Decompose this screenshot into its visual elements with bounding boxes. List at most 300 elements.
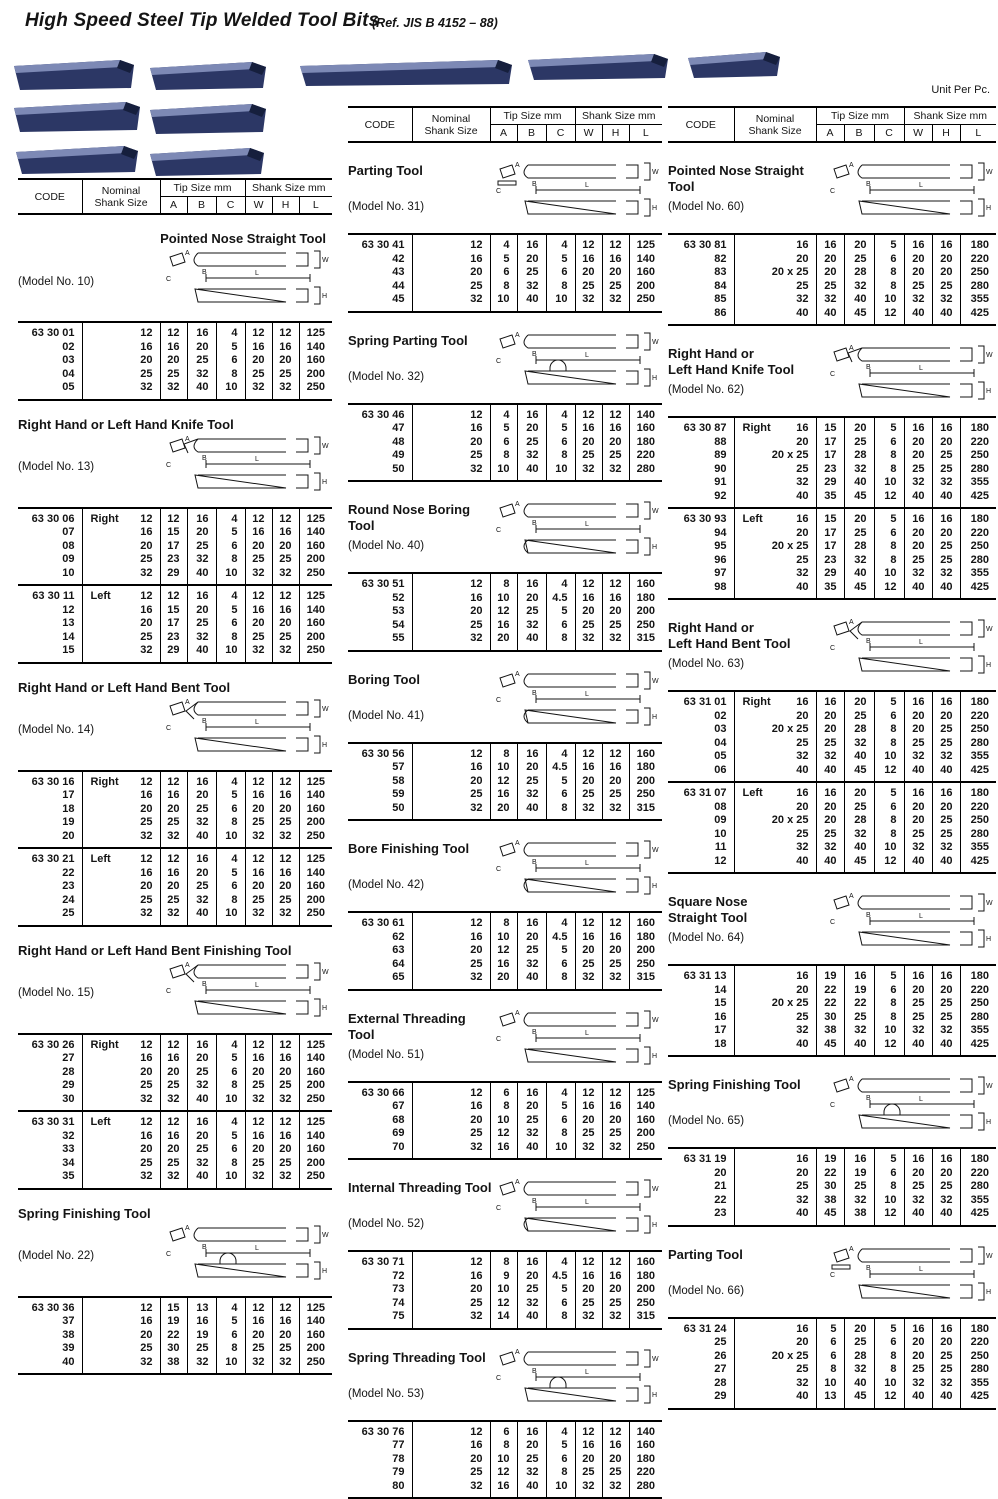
- svg-text:W: W: [652, 339, 659, 346]
- size-cell: 180: [960, 1318, 996, 1337]
- nominal-cell: 16: [82, 867, 160, 881]
- size-cell: 32: [245, 907, 272, 926]
- code-cell: 63 31 07: [668, 782, 734, 801]
- size-cell: 425: [960, 307, 996, 326]
- size-cell: 6: [216, 803, 245, 817]
- nominal-cell: 20: [412, 775, 490, 789]
- code-cell: 27: [18, 1052, 82, 1066]
- nominal-cell: 20: [412, 436, 490, 450]
- size-cell: 32: [245, 830, 272, 849]
- svg-text:C: C: [496, 527, 501, 534]
- section-title: External Threading Tool: [348, 1011, 492, 1043]
- size-cell: 25: [844, 253, 874, 267]
- size-cell: 12: [272, 585, 299, 604]
- nominal-cell: 25: [412, 1297, 490, 1311]
- size-cell: 12: [874, 1207, 904, 1226]
- size-cell: 20: [575, 944, 602, 958]
- code-cell: 63 30 06: [18, 508, 82, 527]
- table-row: [668, 1038, 996, 1057]
- size-cell: 32: [272, 907, 299, 926]
- nominal-cell: 25: [82, 553, 160, 567]
- size-cell: 16: [517, 1421, 546, 1440]
- nominal-cell: 16: [412, 1100, 490, 1114]
- code-cell: 18: [18, 803, 82, 817]
- code-cell: 20: [668, 1167, 734, 1181]
- tool-photo: [528, 54, 668, 80]
- size-cell: 160: [629, 1439, 662, 1453]
- nominal-cell: 16: [412, 1439, 490, 1453]
- size-cell: 250: [629, 293, 662, 312]
- table-row: [668, 1194, 996, 1208]
- size-cell: 20: [272, 803, 299, 817]
- size-cell: 19: [844, 984, 874, 998]
- code-cell: 78: [348, 1453, 412, 1467]
- size-cell: 16: [272, 1130, 299, 1144]
- size-cell: 40: [816, 855, 844, 874]
- size-cell: 38: [844, 1207, 874, 1226]
- size-cell: 32: [187, 894, 216, 908]
- size-cell: 10: [874, 1194, 904, 1208]
- table-row: [668, 490, 996, 509]
- code-cell: 54: [348, 619, 412, 633]
- size-cell: 250: [960, 997, 996, 1011]
- size-cell: 32: [932, 567, 960, 581]
- tool-photo: [150, 148, 264, 176]
- table-row: [668, 841, 996, 855]
- size-cell: 25: [602, 1127, 629, 1141]
- column-header-table: [348, 106, 662, 143]
- nominal-cell: 20: [734, 801, 816, 815]
- tool-section: [18, 1206, 332, 1376]
- code-cell: 91: [668, 476, 734, 490]
- size-cell: 12: [272, 1111, 299, 1130]
- size-cell: 16: [272, 526, 299, 540]
- size-cell: 25: [844, 801, 874, 815]
- size-cell: 20: [932, 1167, 960, 1181]
- svg-text:A: A: [849, 1076, 854, 1083]
- nominal-cell: 16: [82, 1315, 160, 1329]
- table-row: [668, 1318, 996, 1337]
- size-cell: 25: [187, 354, 216, 368]
- size-cell: 25: [575, 1127, 602, 1141]
- code-cell: 15: [18, 644, 82, 663]
- spec-table: [348, 1420, 662, 1499]
- size-cell: 25: [932, 1011, 960, 1025]
- size-cell: 25: [602, 1297, 629, 1311]
- size-cell: 25: [602, 449, 629, 463]
- table-row: [668, 1336, 996, 1350]
- size-cell: 16: [187, 1034, 216, 1053]
- size-cell: 12: [245, 322, 272, 341]
- tool-section: [668, 1243, 996, 1410]
- size-cell: 32: [517, 449, 546, 463]
- size-cell: 160: [299, 803, 332, 817]
- code-cell: 63 30 87: [668, 417, 734, 436]
- size-cell: 160: [629, 1251, 662, 1270]
- table-row: [668, 1350, 996, 1364]
- spec-table: [18, 770, 332, 927]
- size-cell: 25: [187, 1066, 216, 1080]
- tool-diagram-svg: [162, 696, 332, 760]
- size-cell: 220: [629, 1466, 662, 1480]
- size-cell: 8: [490, 912, 517, 931]
- code-cell: 29: [668, 1390, 734, 1409]
- size-cell: 32: [904, 1194, 932, 1208]
- model-number: (Model No. 51): [348, 1043, 492, 1061]
- size-cell: 40: [904, 764, 932, 783]
- code-cell: 84: [668, 280, 734, 294]
- size-cell: 16: [187, 585, 216, 604]
- size-cell: 6: [874, 984, 904, 998]
- code-cell: 83: [668, 266, 734, 280]
- table-row: [668, 1011, 996, 1025]
- size-cell: 16: [932, 417, 960, 436]
- size-cell: 5: [216, 867, 245, 881]
- size-cell: 10: [490, 293, 517, 312]
- size-cell: 250: [299, 830, 332, 849]
- size-cell: 16: [160, 789, 187, 803]
- svg-text:B: B: [532, 351, 537, 358]
- svg-text:B: B: [866, 1095, 871, 1102]
- size-cell: 10: [490, 931, 517, 945]
- section-title: Right Hand or Left Hand Bent Tool: [668, 620, 791, 652]
- table-row: [18, 617, 332, 631]
- tool-section: [668, 1073, 996, 1227]
- nominal-cell: 20 x 25: [734, 814, 816, 828]
- size-cell: 45: [816, 1038, 844, 1057]
- size-cell: 140: [299, 526, 332, 540]
- code-cell: 25: [668, 1336, 734, 1350]
- svg-text:W: W: [652, 1186, 659, 1193]
- size-cell: 125: [299, 848, 332, 867]
- size-cell: 355: [960, 1024, 996, 1038]
- size-cell: 4: [490, 404, 517, 423]
- tool-section: [348, 1007, 662, 1161]
- svg-text:B: B: [866, 364, 871, 371]
- code-cell: 57: [348, 761, 412, 775]
- size-cell: 25: [932, 997, 960, 1011]
- size-cell: 220: [960, 527, 996, 541]
- svg-text:L: L: [255, 456, 259, 463]
- size-cell: 32: [517, 619, 546, 633]
- table-row: [668, 234, 996, 253]
- tool-diagram-svg: [492, 668, 662, 732]
- nominal-cell: 16: [82, 1052, 160, 1066]
- code-cell: 63 30 76: [348, 1421, 412, 1440]
- size-cell: 30: [816, 1180, 844, 1194]
- size-cell: 32: [575, 463, 602, 482]
- size-cell: 315: [629, 1310, 662, 1329]
- code-cell: 63 30 56: [348, 743, 412, 762]
- size-cell: 4: [546, 1421, 575, 1440]
- tool-section: [348, 668, 662, 822]
- size-cell: 160: [629, 912, 662, 931]
- svg-text:W: W: [652, 678, 659, 685]
- header-col-H: H: [932, 125, 960, 143]
- header-col-B: B: [844, 125, 874, 143]
- svg-text:W: W: [986, 352, 993, 359]
- size-cell: 40: [517, 463, 546, 482]
- size-cell: 13: [187, 1297, 216, 1316]
- nominal-cell: 16: [82, 526, 160, 540]
- table-row: [668, 436, 996, 450]
- table-row: [668, 1207, 996, 1226]
- table-row: [348, 944, 662, 958]
- code-cell: 90: [668, 463, 734, 477]
- table-row: [668, 527, 996, 541]
- code-cell: 63 30 71: [348, 1251, 412, 1270]
- nominal-cell: 32: [734, 1194, 816, 1208]
- code-cell: 33: [18, 1143, 82, 1157]
- tool-section: [348, 837, 662, 991]
- size-cell: 13: [816, 1390, 844, 1409]
- section-title: Spring Finishing Tool: [18, 1206, 332, 1222]
- svg-text:A: A: [185, 699, 190, 706]
- size-cell: 32: [932, 1194, 960, 1208]
- svg-text:H: H: [652, 375, 657, 382]
- model-number: (Model No. 41): [348, 704, 424, 722]
- nominal-cell: 20: [412, 605, 490, 619]
- code-cell: 20: [18, 830, 82, 849]
- size-cell: 220: [960, 801, 996, 815]
- size-cell: 20: [602, 1114, 629, 1128]
- size-cell: 12: [602, 1421, 629, 1440]
- table-row: [668, 1148, 996, 1167]
- svg-text:A: A: [515, 1010, 520, 1017]
- tool-diagram: [826, 616, 996, 685]
- size-cell: 10: [216, 644, 245, 663]
- size-cell: 16: [602, 931, 629, 945]
- table-row: [18, 1034, 332, 1053]
- size-cell: 5: [546, 605, 575, 619]
- size-cell: 12: [602, 404, 629, 423]
- size-cell: 16: [602, 761, 629, 775]
- size-cell: 4: [216, 585, 245, 604]
- size-cell: 16: [187, 1111, 216, 1130]
- nominal-cell: 16: [734, 965, 816, 984]
- size-cell: 16: [160, 341, 187, 355]
- table-row: [668, 476, 996, 490]
- size-cell: 38: [160, 1356, 187, 1375]
- size-cell: 20: [602, 436, 629, 450]
- size-cell: 20: [932, 801, 960, 815]
- size-cell: 8: [546, 971, 575, 990]
- size-cell: 250: [629, 1297, 662, 1311]
- size-cell: 8: [216, 1342, 245, 1356]
- size-cell: 180: [960, 234, 996, 253]
- table-row: [18, 894, 332, 908]
- size-cell: 20: [844, 691, 874, 710]
- code-cell: 86: [668, 307, 734, 326]
- size-cell: 32: [844, 554, 874, 568]
- size-cell: 180: [629, 761, 662, 775]
- nominal-cell: 20: [734, 984, 816, 998]
- size-cell: 20: [904, 1167, 932, 1181]
- size-cell: 32: [272, 1356, 299, 1375]
- nominal-cell: 20: [734, 710, 816, 724]
- size-cell: 20: [245, 1143, 272, 1157]
- size-cell: 425: [960, 764, 996, 783]
- tool-section: [668, 159, 996, 326]
- size-cell: 16: [816, 234, 844, 253]
- code-cell: 40: [18, 1356, 82, 1375]
- header-nominal: Nominal Shank Size: [412, 107, 490, 142]
- svg-text:C: C: [496, 358, 501, 365]
- tool-photo: [150, 104, 266, 134]
- nominal-cell: 25: [412, 280, 490, 294]
- tool-diagram: [826, 342, 996, 411]
- size-cell: 10: [874, 1024, 904, 1038]
- size-cell: 180: [960, 417, 996, 436]
- size-cell: 32: [160, 830, 187, 849]
- size-cell: 32: [245, 1093, 272, 1112]
- size-cell: 200: [299, 631, 332, 645]
- code-cell: 27: [668, 1363, 734, 1377]
- nominal-cell: 16: [412, 931, 490, 945]
- size-cell: 10: [546, 463, 575, 482]
- svg-text:W: W: [322, 706, 329, 713]
- size-cell: 40: [517, 632, 546, 651]
- size-cell: 8: [490, 1439, 517, 1453]
- size-cell: 25: [575, 1466, 602, 1480]
- size-cell: 180: [629, 1270, 662, 1284]
- svg-text:B: B: [866, 638, 871, 645]
- size-cell: 6: [546, 1114, 575, 1128]
- section-title: Parting Tool: [668, 1247, 744, 1263]
- size-cell: 32: [187, 1356, 216, 1375]
- size-cell: 200: [299, 1079, 332, 1093]
- table-row: [668, 814, 996, 828]
- size-cell: 16: [245, 1315, 272, 1329]
- header-col-B: B: [187, 197, 216, 215]
- nominal-cell: 12: [412, 234, 490, 253]
- header-col-H: H: [272, 197, 299, 215]
- nominal-cell: 25: [734, 1180, 816, 1194]
- nominal-cell: 25: [734, 280, 816, 294]
- size-cell: 4: [216, 848, 245, 867]
- code-cell: 88: [668, 436, 734, 450]
- size-cell: 425: [960, 1390, 996, 1409]
- nominal-cell: 20: [412, 266, 490, 280]
- size-cell: 40: [187, 1093, 216, 1112]
- size-cell: 25: [187, 803, 216, 817]
- size-cell: 10: [546, 1141, 575, 1160]
- svg-text:B: B: [866, 1265, 871, 1272]
- tool-section: [18, 680, 332, 927]
- svg-text:L: L: [919, 365, 923, 372]
- size-cell: 4: [216, 322, 245, 341]
- table-row: [348, 802, 662, 821]
- code-cell: 70: [348, 1141, 412, 1160]
- size-cell: 12: [602, 234, 629, 253]
- size-cell: 160: [299, 1066, 332, 1080]
- size-cell: 16: [602, 592, 629, 606]
- header-shank-size: Shank Size mm: [575, 107, 662, 125]
- svg-text:C: C: [830, 371, 835, 378]
- size-cell: 20: [904, 436, 932, 450]
- size-cell: 29: [160, 567, 187, 586]
- header-col-C: C: [216, 197, 245, 215]
- size-cell: 12: [874, 1390, 904, 1409]
- tool-diagram: [492, 1176, 662, 1245]
- svg-text:C: C: [830, 1272, 835, 1279]
- size-cell: 40: [517, 293, 546, 312]
- code-cell: 95: [668, 540, 734, 554]
- table-row: [348, 775, 662, 789]
- size-cell: 180: [629, 931, 662, 945]
- size-cell: 25: [187, 1143, 216, 1157]
- nominal-cell: 20: [412, 1453, 490, 1467]
- size-cell: 25: [932, 540, 960, 554]
- svg-text:W: W: [322, 257, 329, 264]
- table-row: [18, 789, 332, 803]
- size-cell: 20: [816, 253, 844, 267]
- svg-text:B: B: [202, 1244, 207, 1251]
- size-cell: 16: [490, 788, 517, 802]
- size-cell: 5: [816, 1318, 844, 1337]
- svg-text:L: L: [585, 860, 589, 867]
- size-cell: 20: [160, 803, 187, 817]
- model-number: (Model No. 32): [348, 365, 468, 383]
- nominal-cell: 25: [412, 958, 490, 972]
- svg-text:W: W: [652, 1356, 659, 1363]
- header-col-A: A: [160, 197, 187, 215]
- size-cell: 5: [874, 417, 904, 436]
- size-cell: 8: [490, 573, 517, 592]
- size-cell: 12: [575, 573, 602, 592]
- size-cell: 25: [904, 1180, 932, 1194]
- svg-text:H: H: [986, 662, 991, 669]
- svg-text:A: A: [515, 1349, 520, 1356]
- size-cell: 17: [816, 436, 844, 450]
- size-cell: 8: [816, 1363, 844, 1377]
- size-cell: 250: [299, 907, 332, 926]
- table-row: [18, 1342, 332, 1356]
- size-cell: 16: [904, 965, 932, 984]
- nominal-cell: 25: [412, 1466, 490, 1480]
- nominal-cell: 20 x 25: [734, 540, 816, 554]
- size-cell: 200: [299, 1157, 332, 1171]
- table-row: [668, 997, 996, 1011]
- size-cell: 16: [932, 508, 960, 527]
- nominal-cell: 20 x 25: [734, 997, 816, 1011]
- spec-table: [668, 690, 996, 874]
- table-row: [668, 1363, 996, 1377]
- section-title: Bore Finishing Tool: [348, 841, 469, 857]
- size-cell: 16: [272, 604, 299, 618]
- size-cell: 16: [245, 867, 272, 881]
- nominal-cell: 20: [734, 436, 816, 450]
- size-cell: 8: [874, 828, 904, 842]
- section-title: Right Hand or Left Hand Bent Finishing Tool: [18, 943, 332, 959]
- nominal-cell: 16: [412, 422, 490, 436]
- size-cell: 22: [160, 1329, 187, 1343]
- code-cell: 43: [348, 266, 412, 280]
- tool-diagram: [162, 696, 332, 765]
- code-cell: 35: [18, 1170, 82, 1189]
- svg-text:C: C: [830, 188, 835, 195]
- size-cell: 4: [546, 1082, 575, 1101]
- nominal-cell: Right 12: [82, 508, 160, 527]
- code-cell: 11: [668, 841, 734, 855]
- svg-text:W: W: [986, 900, 993, 907]
- size-cell: 8: [490, 280, 517, 294]
- size-cell: 40: [932, 764, 960, 783]
- code-cell: 64: [348, 958, 412, 972]
- nominal-cell: 20 x 25: [734, 266, 816, 280]
- size-cell: 12: [245, 1111, 272, 1130]
- size-cell: 40: [932, 307, 960, 326]
